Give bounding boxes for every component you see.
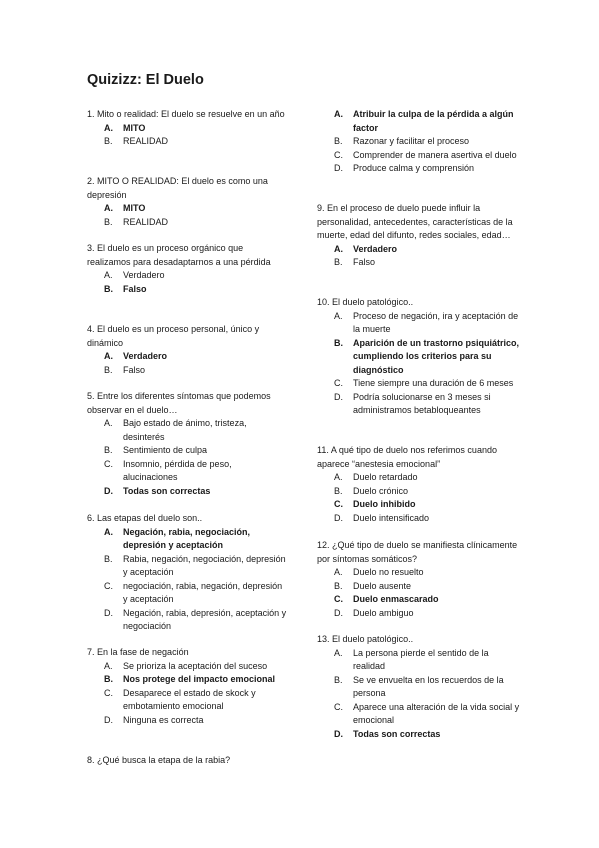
- options-list: [87, 350, 287, 377]
- question-text: 8. ¿Qué busca la etapa de la rabia?: [87, 755, 231, 765]
- options-list: [87, 417, 287, 498]
- option-letter: B.: [334, 580, 343, 591]
- option-letter: A.: [104, 203, 113, 213]
- option-text: Se prioriza la aceptación del suceso: [123, 660, 268, 671]
- option-b: [317, 256, 522, 270]
- options-list: [317, 566, 522, 620]
- option-text: Nos protege del impacto emocional: [123, 674, 276, 684]
- option-d: [87, 485, 287, 499]
- options-list: [317, 471, 522, 525]
- option-letter: B.: [104, 674, 113, 684]
- question-11: [317, 444, 522, 525]
- option-text: Desaparece el estado de skock y embotamiento emocional: [123, 687, 256, 711]
- option-text: Verdadero: [123, 351, 168, 361]
- option-d: [317, 607, 522, 621]
- option-letter: C.: [104, 458, 113, 469]
- option-b: [87, 553, 287, 580]
- option-a: [87, 526, 287, 553]
- option-c: [87, 580, 287, 607]
- option-a: [317, 108, 522, 135]
- option-text: Rabia, negación, negociación, depresión y aceptación: [123, 553, 286, 577]
- option-b: [87, 364, 287, 378]
- question-4: [87, 323, 287, 377]
- question-text: 6. Las etapas del duelo son..: [87, 513, 203, 523]
- option-text: REALIDAD: [123, 216, 169, 227]
- question-text: 4. El duelo es un proceso personal, único y dinámico: [87, 324, 260, 348]
- option-c: [317, 593, 522, 607]
- question-text: 2. MITO O REALIDAD: El duelo es como una depresión: [87, 176, 268, 200]
- option-text: Sentimiento de culpa: [123, 445, 208, 455]
- option-text: Ninguna es correcta: [123, 714, 204, 725]
- option-text: Duelo crónico: [353, 485, 409, 496]
- option-c: [87, 458, 287, 485]
- option-letter: B.: [334, 337, 343, 348]
- option-text: Falso: [353, 257, 376, 267]
- option-letter: B.: [334, 136, 343, 146]
- option-letter: A.: [334, 310, 343, 321]
- option-letter: A.: [104, 122, 113, 133]
- question-text: 11. A qué tipo de duelo nos referimos cuando aparece “anestesia emocional”: [317, 445, 497, 469]
- option-a: [87, 660, 287, 674]
- option-text: Atribuir la culpa de la pérdida a algún factor: [353, 109, 514, 133]
- question-8: [87, 754, 287, 768]
- option-b: [317, 485, 522, 499]
- option-letter: A.: [104, 418, 113, 428]
- question-text: 5. Entre los diferentes síntomas que podemos observar en el duelo…: [87, 391, 271, 415]
- question-12: [317, 539, 522, 620]
- option-a: [317, 243, 522, 257]
- option-text: negociación, rabia, negación, depresión y aceptación: [123, 580, 283, 604]
- options-list: [317, 108, 522, 176]
- option-letter: C.: [334, 701, 343, 712]
- option-text: REALIDAD: [123, 136, 169, 146]
- option-c: [87, 687, 287, 714]
- option-letter: A.: [104, 526, 113, 537]
- option-c: [317, 377, 522, 391]
- options-list: [87, 269, 287, 296]
- option-letter: A.: [334, 109, 343, 119]
- option-letter: D.: [334, 163, 343, 173]
- option-text: Se ve envuelta en los recuerdos de la persona: [353, 674, 504, 698]
- option-c: [317, 498, 522, 512]
- question-8-options: [317, 108, 522, 176]
- option-letter: C.: [334, 594, 343, 604]
- option-text: Negación, rabia, negociación, depresión y aceptación: [123, 526, 251, 550]
- option-a: [87, 350, 287, 364]
- option-text: MITO: [123, 122, 146, 133]
- option-b: [87, 444, 287, 458]
- option-text: La persona pierde el sentido de la realidad: [353, 647, 489, 671]
- option-text: Bajo estado de ánimo, tristeza, desinterés: [123, 418, 247, 442]
- option-d: [317, 512, 522, 526]
- option-letter: B.: [334, 257, 343, 267]
- option-a: [87, 122, 287, 136]
- option-text: Podría solucionarse en 3 meses si administramos betabloqueantes: [353, 391, 491, 415]
- option-d: [317, 162, 522, 176]
- option-letter: C.: [104, 687, 113, 698]
- options-list: [87, 660, 287, 728]
- option-text: Comprender de manera asertiva el duelo: [353, 149, 517, 160]
- option-b: [317, 580, 522, 594]
- options-list: [317, 647, 522, 742]
- option-text: Proceso de negación, ira y aceptación de la muerte: [353, 310, 519, 334]
- option-b: [317, 337, 522, 378]
- option-text: Duelo retardado: [353, 472, 418, 482]
- option-a: [317, 471, 522, 485]
- option-d: [87, 607, 287, 634]
- option-c: [317, 701, 522, 728]
- option-text: Falso: [123, 283, 147, 294]
- option-text: Duelo intensificado: [353, 512, 430, 523]
- option-letter: D.: [104, 714, 113, 725]
- option-text: Duelo no resuelto: [353, 567, 424, 577]
- option-letter: A.: [104, 270, 113, 280]
- option-b: [317, 674, 522, 701]
- question-6: [87, 512, 287, 634]
- question-2: [87, 175, 287, 229]
- options-list: [87, 122, 287, 149]
- option-a: [317, 647, 522, 674]
- option-text: Verdadero: [123, 270, 165, 280]
- option-a: [87, 202, 287, 216]
- option-letter: B.: [104, 553, 113, 564]
- option-text: Duelo inhibido: [353, 499, 416, 509]
- option-letter: B.: [334, 674, 343, 685]
- option-text: Tiene siempre una duración de 6 meses: [353, 378, 514, 388]
- question-9: [317, 202, 522, 270]
- option-text: Aparición de un trastorno psiquiátrico, cumpliendo los criterios para su diagnóstico: [353, 337, 520, 375]
- option-text: Duelo ambiguo: [353, 607, 414, 618]
- option-text: Aparece una alteración de la vida social y emocional: [353, 701, 520, 725]
- option-text: Falso: [123, 364, 146, 375]
- question-7: [87, 646, 287, 727]
- question-5: [87, 390, 287, 498]
- option-d: [317, 391, 522, 418]
- option-letter: A.: [104, 351, 113, 361]
- option-letter: C.: [334, 378, 343, 388]
- option-letter: A.: [104, 660, 113, 671]
- option-text: Razonar y facilitar el proceso: [353, 136, 470, 146]
- question-text: 1. Mito o realidad: El duelo se resuelve en un año: [87, 109, 285, 119]
- option-text: Produce calma y comprensión: [353, 163, 475, 173]
- option-d: [317, 728, 522, 742]
- option-letter: D.: [104, 607, 113, 618]
- option-a: [317, 310, 522, 337]
- options-list: [87, 526, 287, 634]
- option-b: [87, 673, 287, 687]
- option-a: [317, 566, 522, 580]
- option-letter: B.: [104, 364, 113, 375]
- option-text: MITO: [123, 203, 146, 213]
- question-text: 9. En el proceso de duelo puede influir la personalidad, antecedentes, características de la muerte, edad del difunto, redes sociales, edad…: [317, 203, 513, 240]
- option-text: Insomnio, pérdida de peso, alucinaciones: [123, 458, 232, 482]
- option-letter: C.: [104, 580, 113, 591]
- option-text: Verdadero: [353, 243, 398, 254]
- option-letter: A.: [334, 567, 343, 577]
- question-text: 7. En la fase de negación: [87, 647, 189, 657]
- option-letter: D.: [334, 391, 343, 402]
- option-b: [87, 216, 287, 230]
- options-list: [317, 310, 522, 418]
- question-10: [317, 296, 522, 418]
- question-3: [87, 242, 287, 296]
- option-letter: B.: [104, 283, 113, 294]
- question-1: [87, 108, 287, 149]
- option-c: [317, 149, 522, 163]
- option-text: Todas son correctas: [353, 728, 441, 739]
- option-b: [87, 283, 287, 297]
- page-title: Quizizz: El Duelo: [87, 72, 204, 88]
- option-letter: C.: [334, 499, 343, 509]
- option-letter: D.: [334, 728, 343, 739]
- option-letter: D.: [334, 512, 343, 523]
- option-letter: B.: [334, 485, 343, 496]
- option-letter: C.: [334, 149, 343, 160]
- option-letter: D.: [104, 485, 113, 496]
- option-letter: B.: [104, 136, 113, 146]
- question-text: 3. El duelo es un proceso orgánico que realizamos para desadaptarnos a una pérdida: [87, 243, 271, 267]
- option-text: Duelo enmascarado: [353, 594, 439, 604]
- options-list: [87, 202, 287, 229]
- option-text: Negación, rabia, depresión, aceptación y negociación: [123, 607, 287, 631]
- option-letter: A.: [334, 243, 343, 254]
- options-list: [317, 243, 522, 270]
- option-letter: D.: [334, 607, 343, 618]
- option-a: [87, 269, 287, 283]
- option-letter: A.: [334, 472, 343, 482]
- option-b: [87, 135, 287, 149]
- option-b: [317, 135, 522, 149]
- option-d: [87, 714, 287, 728]
- question-text: 10. El duelo patológico..: [317, 297, 414, 307]
- question-text: 13. El duelo patológico..: [317, 634, 414, 644]
- option-letter: A.: [334, 647, 343, 658]
- option-letter: B.: [104, 445, 113, 455]
- option-a: [87, 417, 287, 444]
- question-text: 12. ¿Qué tipo de duelo se manifiesta clínicamente por síntomas somáticos?: [317, 540, 518, 564]
- option-text: Todas son correctas: [123, 485, 211, 496]
- option-text: Duelo ausente: [353, 580, 412, 591]
- option-letter: B.: [104, 216, 113, 227]
- question-13: [317, 633, 522, 741]
